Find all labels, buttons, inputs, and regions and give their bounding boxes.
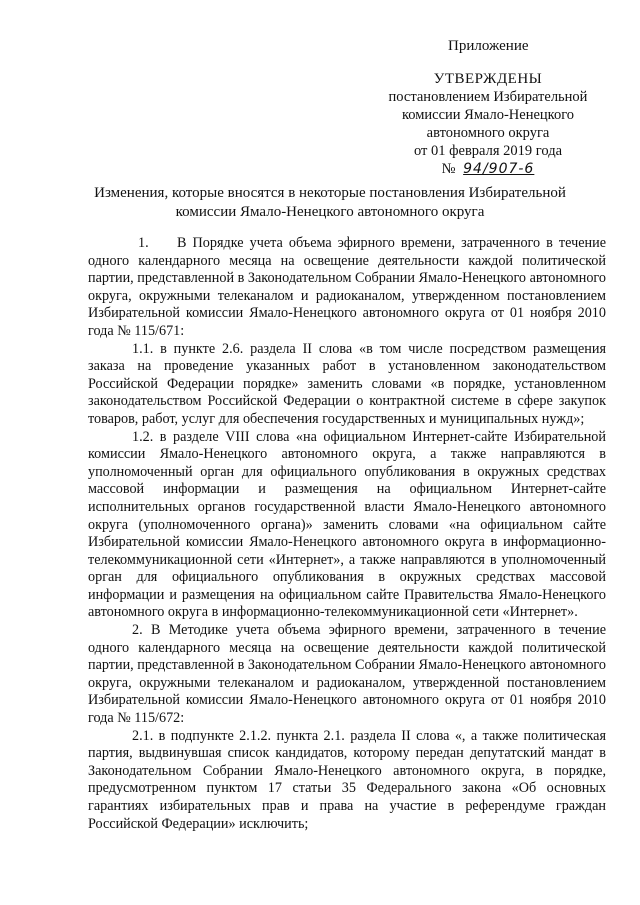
approval-date: от 01 февраля 2019 года: [413, 143, 563, 159]
document-title: [60, 184, 600, 222]
approval-line: постановлением Избирательной: [388, 89, 588, 105]
paragraph-1-2: 1.2. в разделе VIII слова «на официальном Интернет-сайте Избирательной комиссии Ямало-Ненецкого автономного округа, а также направляются в уполномоченный орган для официального опубликования в окружных средствах массовой информации и размещения на официальном Интернет-сайте исполнительных органов государственной власти Ямало-Ненецкого автономного округа (уполномоченного органа)» заменить словами «на официальном сайте Избирательной комиссии Ямало-Ненецкого автономного округа в информационно-телекоммуникационной сети «Интернет», а также направляются в уполномоченный орган для официального опубликования в окружных средствах массовой информации и размещения на официальном сайте Правительства Ямало-Ненецкого автономного округа в информационно-телекоммуникационной сети «Интернет».: [88, 428, 606, 621]
paragraph-1: 1. В Порядке учета объема эфирного времени, затраченного в течение одного календарного месяца на освещение деятельности каждой политической партии, представленной в Законодательном Собрании Ямало-Ненецкого автономного округа, окружными телеканалом и радиоканалом, утвержденном постановлением Избирательной комиссии Ямало-Ненецкого автономного округа от 01 ноября 2010 года № 115/671:: [88, 235, 606, 339]
paragraph-2: 2. В Методике учета объема эфирного времени, затраченного в течение одного календарного месяца на освещение деятельности каждой политической партии, представленной в Законодательном Собрании Ямало-Ненецкого автономного округа, окружными телеканалом и радиоканалом, утвержденной постановлением Избирательной комиссии Ямало-Ненецкого автономного округа от 01 ноября 2010 года № 115/672:: [88, 622, 606, 727]
paragraph-1-1: 1.1. в пункте 2.6. раздела II слова «в том числе посредством размещения заказа на проведение указанных работ в установленном законодательством Российской Федерации порядке» заменить словами «в порядке, установленном законодательством Российской Федерации о контрактной системе в сфере закупок товаров, работ, услуг для обеспечения государственных и муниципальных нужд»;: [88, 340, 606, 427]
handwritten-number: 94/907-6: [463, 161, 535, 177]
number-prefix: №: [441, 161, 456, 177]
approval-stamp: [378, 70, 598, 178]
approval-line: автономного округа: [426, 125, 550, 141]
appendix-label: Приложение: [448, 38, 529, 54]
title-line: Изменения, которые вносятся в некоторые постановления Избирательной: [94, 185, 566, 201]
document-body: [88, 235, 606, 833]
title-line: комиссии Ямало-Ненецкого автономного округа: [175, 204, 485, 220]
document-number: [378, 160, 598, 178]
paragraph-2-1: 2.1. в подпункте 2.1.2. пункта 2.1. раздела II слова «, а также политическая партия, выдвинувшая список кандидатов, которому передан депутатский мандат в Законодательном Собрании Ямало-Ненецкого автономного округа, в порядке, предусмотренном пунктом 17 статьи 35 Федерального закона «Об основных гарантиях избирательных прав и права на участие в референдуме граждан Российской Федерации» исключить;: [88, 727, 606, 832]
approval-line: комиссии Ямало-Ненецкого: [401, 107, 575, 123]
approved-heading: УТВЕРЖДЕНЫ: [433, 71, 543, 87]
